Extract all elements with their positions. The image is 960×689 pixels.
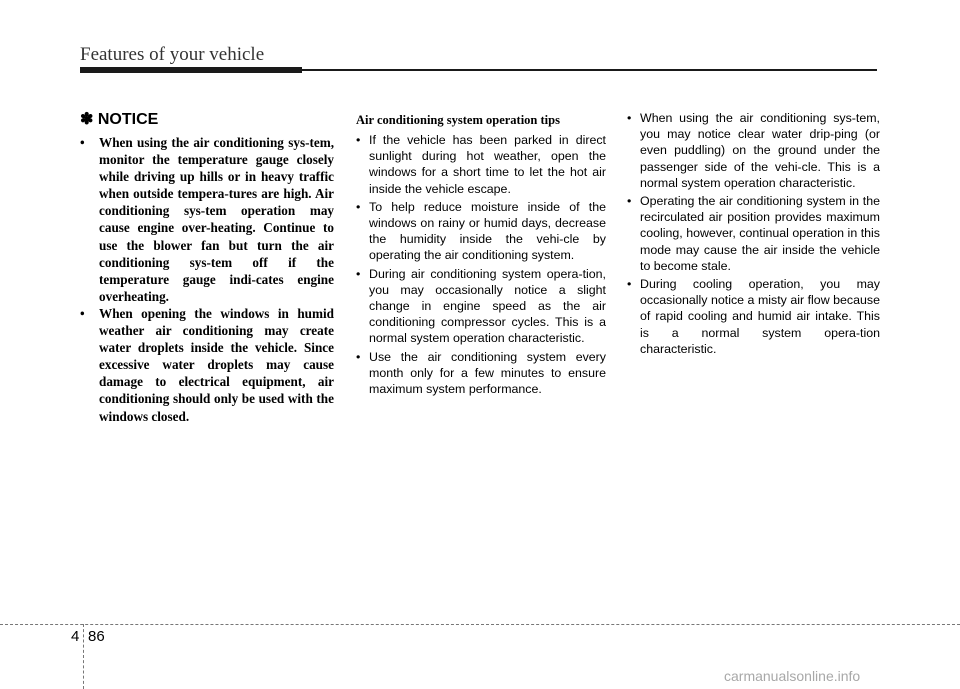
page-section-number: 4 (71, 628, 80, 645)
notice-column (80, 110, 334, 425)
tip-item: • Operating the air conditioning system in the recirculated air position provides maximum cooling, however, continual operation in this mode may cause the air inside the vehicle to become stale. (627, 193, 880, 274)
tip-item: • To help reduce moisture inside of the windows on rainy or humid days, decrease the humidity inside the vehi-cle by operating the air conditioning system. (356, 199, 606, 264)
watermark-text: carmanualsonline.info (724, 668, 861, 684)
notice-item: • When opening the windows in humid weather air conditioning may create water droplets inside the vehicle. Since excessive water droplets may cause damage to electrical equipment, air conditioning should only be used with the windows closed. (80, 305, 334, 425)
tips-title: Air conditioning system operation tips (356, 113, 560, 127)
page-header-title: Features of your vehicle (80, 44, 265, 65)
footer-rule (0, 624, 960, 625)
tips-column-continued (627, 110, 880, 359)
footer-divider (83, 624, 84, 689)
tip-item: • Use the air conditioning system every month only for a few minutes to ensure maximum system performance. (356, 349, 606, 398)
header-rule-thick (80, 67, 302, 73)
tip-item: • During cooling operation, you may occasionally notice a misty air flow because of rapid cooling and humid air intake. This is a normal system opera-tion characteristic. (627, 276, 880, 357)
tip-item: • During air conditioning system opera-tion, you may occasionally notice a slight change in engine speed as the air conditioning compressor cycles. This is a normal system operation characteristic. (356, 266, 606, 347)
notice-list (80, 134, 334, 425)
notice-item: • When using the air conditioning sys-tem, monitor the temperature gauge closely while driving up hills or in heavy traffic when outside tempera-tures are high. Air conditioning sys-tem operation may cause engine over-heating. Continue to use the blower fan but turn the air conditioning sys-tem off if the temperature gauge indi-cates engine overheating. (80, 134, 334, 305)
tip-item: • If the vehicle has been parked in direct sunlight during hot weather, open the windows for a short time to let the hot air inside the vehicle escape. (356, 132, 606, 197)
tip-item: • When using the air conditioning sys-tem, you may notice clear water drip-ping (or even puddling) on the ground under the passenger side of the vehi-cle. This is a normal system operation characteristic. (627, 110, 880, 191)
tips-list (356, 132, 606, 397)
notice-title: ✽ NOTICE (80, 111, 159, 128)
tips-list-continued (627, 110, 880, 357)
header-rule-thin (300, 69, 877, 71)
tips-column (356, 112, 606, 399)
page-number: 86 (88, 628, 105, 645)
